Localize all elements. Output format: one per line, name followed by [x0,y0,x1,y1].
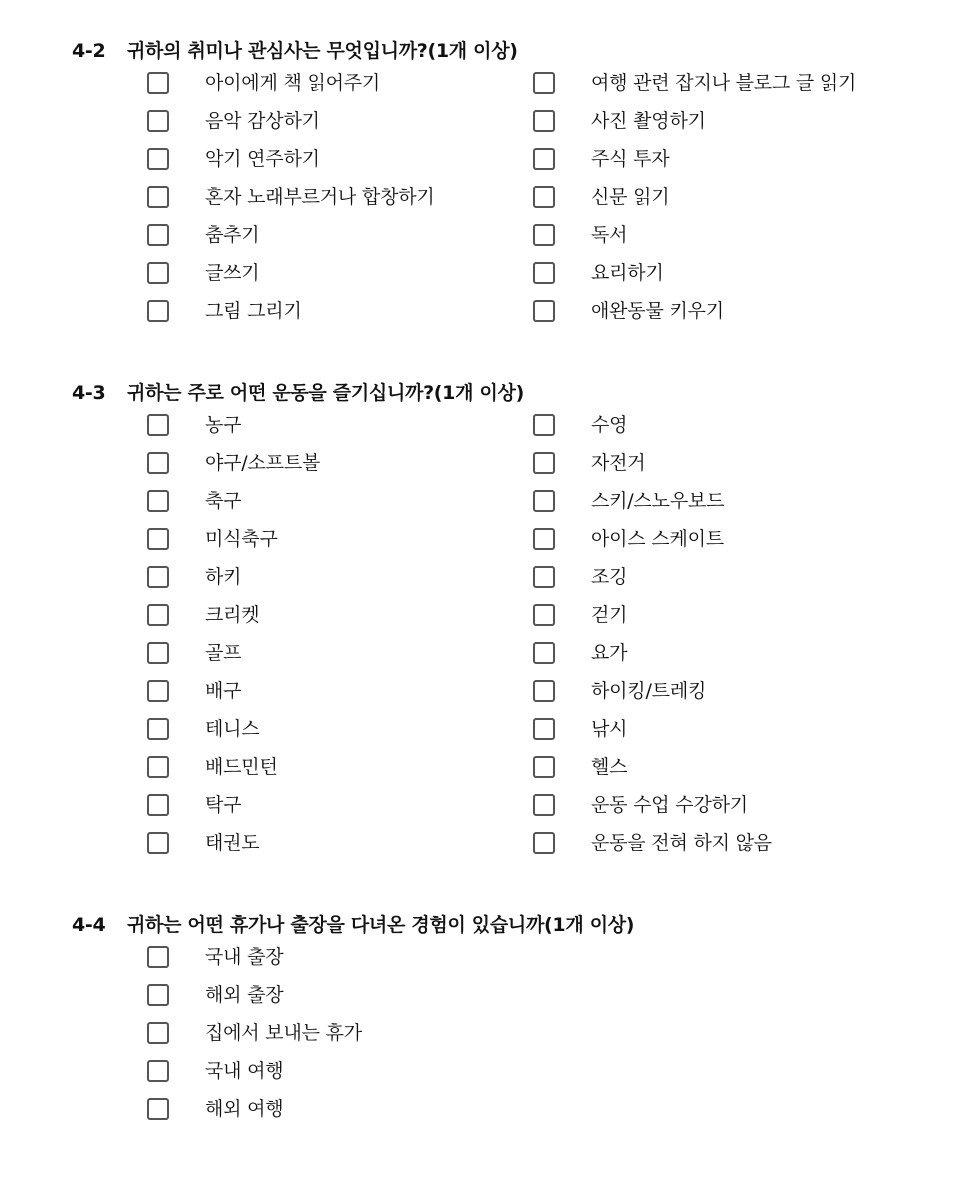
checkbox[interactable] [147,680,169,702]
checkbox[interactable] [147,186,169,208]
checkbox[interactable] [147,528,169,550]
option-label: 수영 [591,414,628,436]
option-label: 골프 [205,642,242,664]
question-header [72,910,634,940]
option-label: 배구 [205,680,242,702]
checkbox[interactable] [147,756,169,778]
checkbox[interactable] [533,604,555,626]
checkbox[interactable] [533,490,555,512]
option-label: 주식 투자 [591,148,670,170]
checkbox[interactable] [147,984,169,1006]
option-label: 걷기 [591,604,628,626]
question-number: 4-2 [72,40,106,62]
checkbox[interactable] [147,1060,169,1082]
option-label: 태권도 [205,832,260,854]
checkbox[interactable] [533,794,555,816]
checkbox[interactable] [533,414,555,436]
checkbox[interactable] [533,756,555,778]
option-label: 집에서 보내는 휴가 [205,1022,362,1044]
checkbox[interactable] [147,832,169,854]
checkbox[interactable] [147,604,169,626]
option-label: 탁구 [205,794,242,816]
checkbox[interactable] [533,566,555,588]
checkbox[interactable] [147,1098,169,1120]
option-label: 조깅 [591,566,628,588]
option-label: 야구/소프트볼 [205,452,321,474]
question-text: 귀하는 주로 어떤 운동을 즐기십니까?(1개 이상) [127,382,524,404]
checkbox[interactable] [533,72,555,94]
checkbox[interactable] [147,414,169,436]
question-number: 4-3 [72,382,106,404]
checkbox[interactable] [533,300,555,322]
question-text: 귀하는 어떤 휴가나 출장을 다녀온 경험이 있습니까(1개 이상) [127,914,635,936]
option-label: 애완동물 키우기 [591,300,724,322]
checkbox[interactable] [147,718,169,740]
option-label: 아이스 스케이트 [591,528,724,550]
option-label: 운동 수업 수강하기 [591,794,748,816]
option-label: 국내 출장 [205,946,284,968]
checkbox[interactable] [533,224,555,246]
option-label: 글쓰기 [205,262,260,284]
checkbox[interactable] [147,262,169,284]
checkbox[interactable] [533,718,555,740]
option-label: 크리켓 [205,604,260,626]
option-label: 춤추기 [205,224,260,246]
option-label: 미식축구 [205,528,278,550]
option-label: 사진 촬영하기 [591,110,706,132]
checkbox[interactable] [533,528,555,550]
option-label: 스키/스노우보드 [591,490,725,512]
option-label: 해외 여행 [205,1098,284,1120]
checkbox[interactable] [147,1022,169,1044]
option-label: 요리하기 [591,262,664,284]
option-label: 축구 [205,490,242,512]
option-label: 악기 연주하기 [205,148,320,170]
checkbox[interactable] [147,224,169,246]
question-header [72,378,524,408]
checkbox[interactable] [533,148,555,170]
option-label: 신문 읽기 [591,186,670,208]
question-header [72,36,518,66]
option-label: 그림 그리기 [205,300,302,322]
option-label: 자전거 [591,452,646,474]
option-label: 여행 관련 잡지나 블로그 글 읽기 [591,72,857,94]
checkbox[interactable] [533,110,555,132]
checkbox[interactable] [533,452,555,474]
option-label: 배드민턴 [205,756,278,778]
option-label: 하키 [205,566,242,588]
option-label: 낚시 [591,718,628,740]
checkbox[interactable] [147,566,169,588]
option-label: 국내 여행 [205,1060,284,1082]
option-label: 요가 [591,642,628,664]
checkbox[interactable] [147,148,169,170]
option-label: 아이에게 책 읽어주기 [205,72,381,94]
option-label: 농구 [205,414,242,436]
option-label: 테니스 [205,718,260,740]
checkbox[interactable] [147,72,169,94]
checkbox[interactable] [147,452,169,474]
checkbox[interactable] [533,642,555,664]
option-label: 음악 감상하기 [205,110,320,132]
checkbox[interactable] [533,680,555,702]
question-number: 4-4 [72,914,106,936]
option-label: 해외 출장 [205,984,284,1006]
option-label: 헬스 [591,756,628,778]
checkbox[interactable] [147,794,169,816]
checkbox[interactable] [147,490,169,512]
checkbox[interactable] [147,642,169,664]
option-label: 혼자 노래부르거나 합창하기 [205,186,435,208]
checkbox[interactable] [533,832,555,854]
question-text: 귀하의 취미나 관심사는 무엇입니까?(1개 이상) [127,40,518,62]
checkbox[interactable] [147,110,169,132]
option-label: 하이킹/트레킹 [591,680,707,702]
option-label: 독서 [591,224,628,246]
option-label: 운동을 전혀 하지 않음 [591,832,772,854]
checkbox[interactable] [147,946,169,968]
checkbox[interactable] [533,262,555,284]
checkbox[interactable] [147,300,169,322]
checkbox[interactable] [533,186,555,208]
